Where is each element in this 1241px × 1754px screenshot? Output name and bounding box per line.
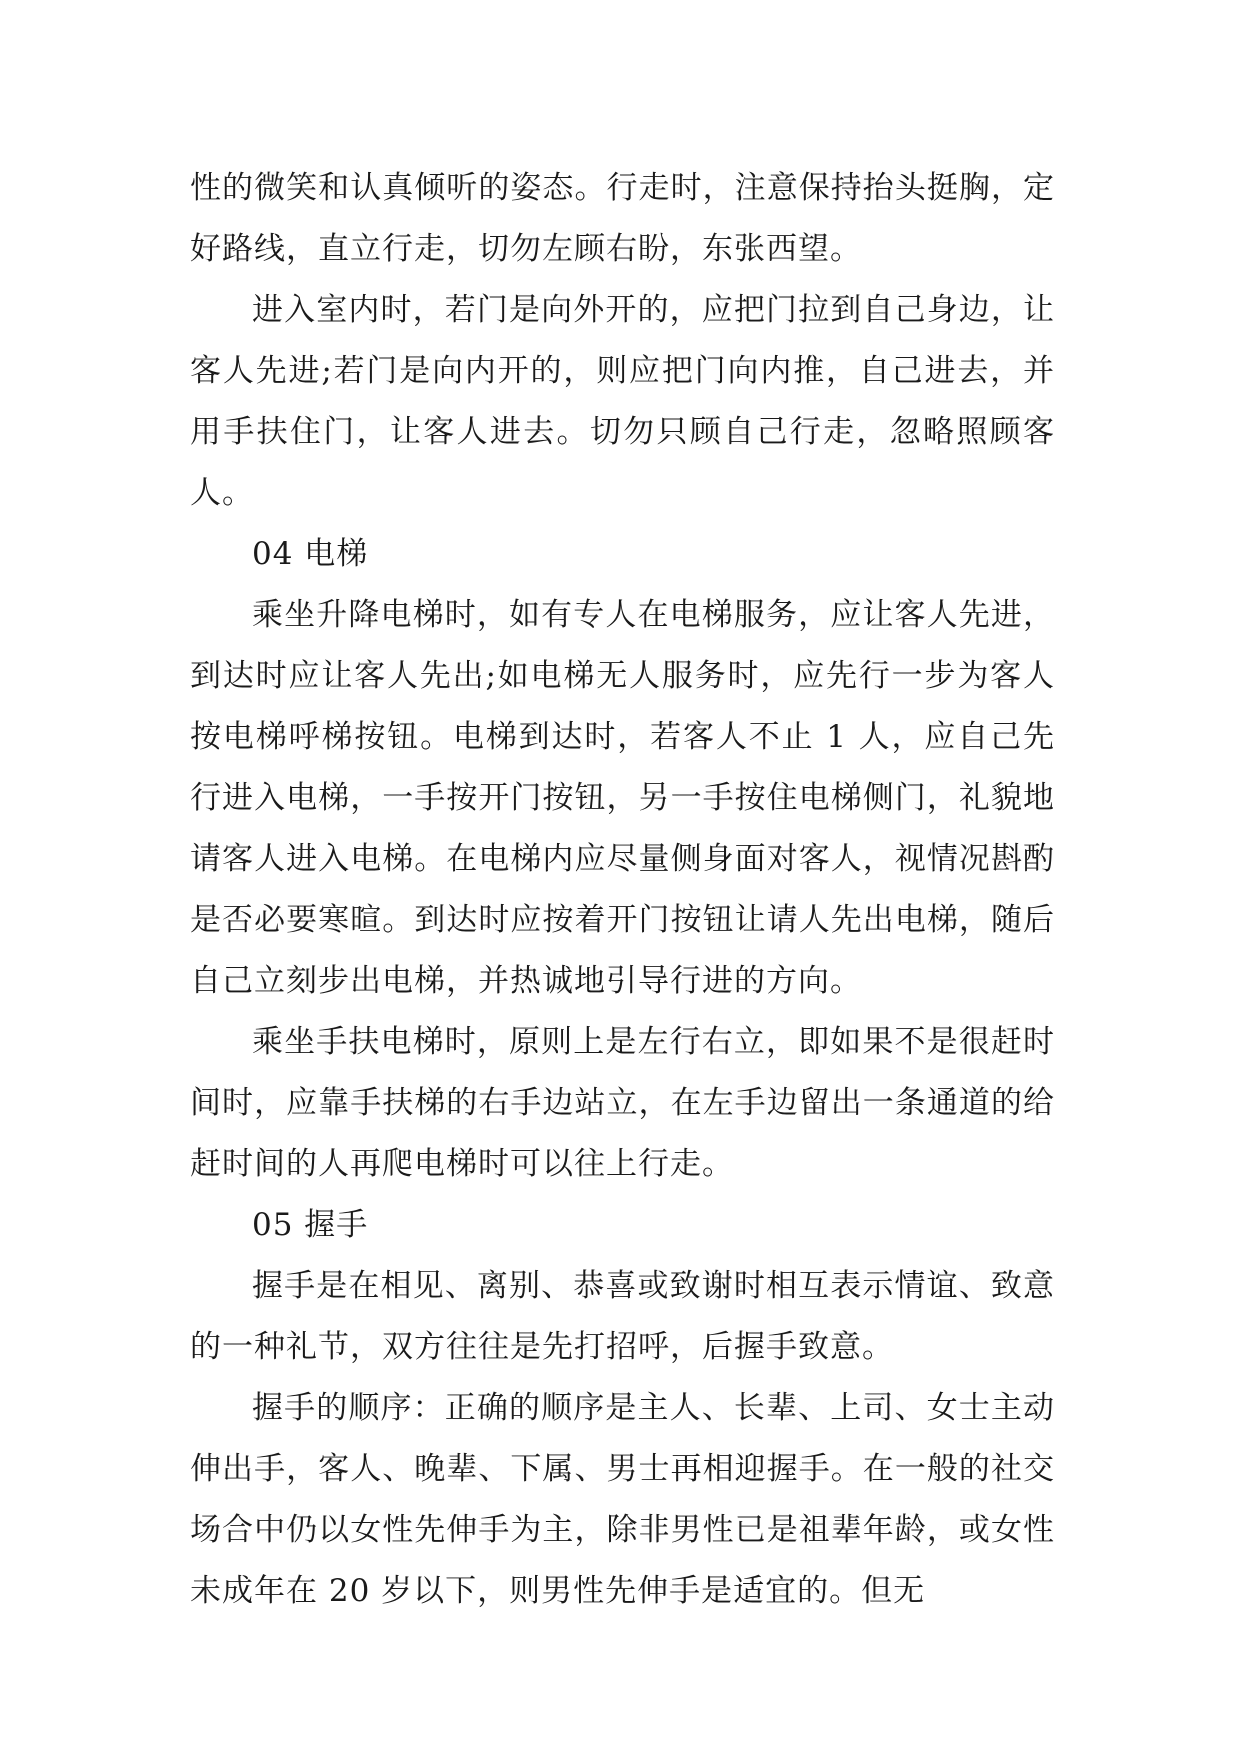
section-heading-handshake: 05 握手 [252,1207,369,1243]
paragraph-continuation: 性的微笑和认真倾听的姿态。行走时，注意保持抬头挺胸，定好路线，直立行走，切勿左顾右盼，东张西望。 [190,170,1055,267]
paragraph-handshake-intro: 握手是在相见、离别、恭喜或致谢时相互表示情谊、致意的一种礼节，双方往往是先打招呼，后握手致意。 [190,1268,1055,1365]
paragraph-escalator: 乘坐手扶电梯时，原则上是左行右立，即如果不是很赶时间时，应靠手扶梯的右手边站立，在左手边留出一条通道的给赶时间的人再爬电梯时可以往上行走。 [190,1024,1055,1182]
paragraph-door-entry: 进入室内时，若门是向外开的，应把门拉到自己身边，让客人先进;若门是向内开的，则应把门向内推，自己进去，并用手扶住门，让客人进去。切勿只顾自己行走，忽略照顾客人。 [190,292,1055,511]
section-heading-elevator: 04 电梯 [252,536,369,572]
paragraph-lift-elevator: 乘坐升降电梯时，如有专人在电梯服务，应让客人先进，到达时应让客人先出;如电梯无人服务时，应先行一步为客人按电梯呼梯按钮。电梯到达时，若客人不止 1 人，应自己先行进入电梯，一手按开门按钮，另一手按住电梯侧门，礼貌地请客人进入电梯。在电梯内应尽量侧身面对客人，视情况斟酌是否必要寒暄。到达时应按着开门按钮让请人先出电梯，随后自己立刻步出电梯，并热诚地引导行进的方向。 [190,597,1055,999]
document-body [190,158,1055,1622]
paragraph-handshake-order: 握手的顺序：正确的顺序是主人、长辈、上司、女士主动伸出手，客人、晚辈、下属、男士再相迎握手。在一般的社交场合中仍以女性先伸手为主，除非男性已是祖辈年龄，或女性未成年在 20 岁以下，则男性先伸手是适宜的。但无 [190,1390,1055,1609]
